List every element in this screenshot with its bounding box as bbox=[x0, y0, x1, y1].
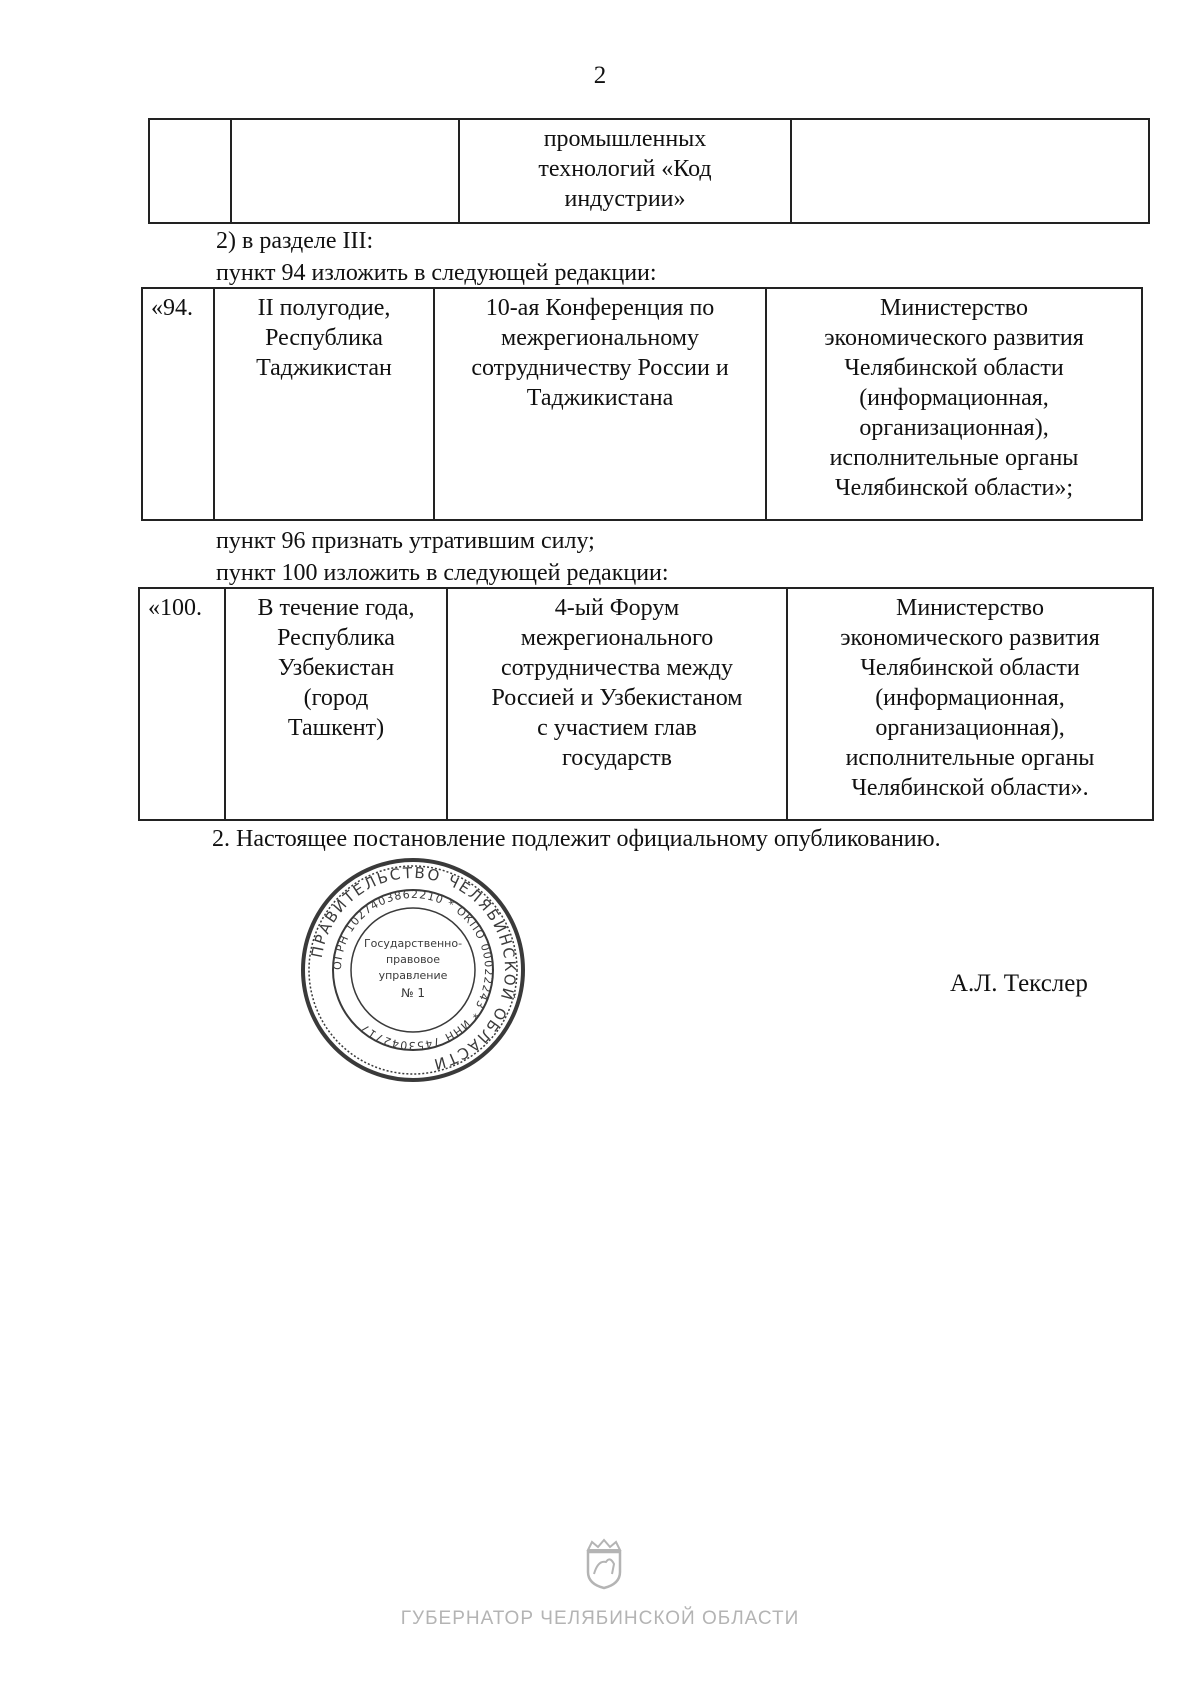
signature-name: А.Л. Текслер bbox=[950, 970, 1088, 997]
cell-line: Таджикистана bbox=[526, 385, 674, 411]
seal-inner-text: ОГРН 1027403862210 * ОКПО 00022243 * ИНН 7453042717 bbox=[330, 887, 496, 1053]
seal-center-line: Государственно- bbox=[363, 937, 463, 950]
seal-center-line: управление bbox=[378, 969, 448, 982]
cell-line: индустрии» bbox=[564, 186, 686, 212]
cell-line: межрегионального bbox=[520, 625, 714, 651]
cell-line: экономического развития bbox=[824, 325, 1084, 351]
p96: пункт 96 признать утратившим силу; bbox=[216, 528, 595, 554]
cell-line: государств bbox=[561, 745, 672, 771]
cell-line: Челябинской области bbox=[860, 655, 1080, 681]
p94-intro: пункт 94 изложить в следующей редакции: bbox=[216, 260, 657, 286]
cell-line: сотрудничества между bbox=[501, 655, 733, 681]
section-intro: 2) в разделе III: bbox=[216, 228, 374, 254]
responsible-cell bbox=[787, 588, 1153, 820]
cell-line: II полугодие, bbox=[257, 295, 391, 321]
official-seal-icon bbox=[298, 855, 528, 1085]
cell-line: промышленных bbox=[543, 126, 707, 152]
cont-event-cell bbox=[459, 119, 791, 223]
final-paragraph: 2. Настоящее постановление подлежит официальному опубликованию. bbox=[212, 826, 941, 852]
page-number: 2 bbox=[593, 62, 607, 89]
item-number: «100. bbox=[139, 588, 225, 820]
cell-line: сотрудничеству России и bbox=[471, 355, 729, 381]
cell-line: 4-ый Форум bbox=[554, 595, 680, 621]
cell-line: межрегиональному bbox=[501, 325, 699, 351]
table-item-94 bbox=[141, 287, 1143, 521]
cell-line: Челябинской области». bbox=[851, 775, 1089, 801]
table-continuation bbox=[148, 118, 1150, 224]
cell-line: экономического развития bbox=[840, 625, 1100, 651]
cont-num-cell bbox=[149, 119, 231, 223]
cell-line: (город bbox=[303, 685, 369, 711]
cell-line: Челябинской области»; bbox=[835, 475, 1073, 501]
cell-line: (информационная, bbox=[875, 685, 1065, 711]
seal-center-line: № 1 bbox=[401, 986, 425, 1000]
cont-when-cell bbox=[231, 119, 459, 223]
p100-intro: пункт 100 изложить в следующей редакции: bbox=[216, 560, 669, 586]
cell-line: организационная), bbox=[859, 415, 1049, 441]
table-row bbox=[142, 288, 1142, 520]
coat-of-arms-icon bbox=[584, 1538, 624, 1590]
cell-line: технологий «Код bbox=[538, 156, 712, 182]
cell-line: Узбекистан bbox=[277, 655, 395, 681]
cell-line: В течение года, bbox=[257, 595, 415, 621]
table-row bbox=[149, 119, 1149, 223]
when-where-cell bbox=[214, 288, 434, 520]
seal-outer-text: ПРАВИТЕЛЬСТВО ЧЕЛЯБИНСКОЙ ОБЛАСТИ bbox=[307, 863, 520, 1074]
cell-line: организационная), bbox=[875, 715, 1065, 741]
table-row bbox=[139, 588, 1153, 820]
cell-line: с участием глав bbox=[537, 715, 697, 741]
footer-text: ГУБЕРНАТОР ЧЕЛЯБИНСКОЙ ОБЛАСТИ bbox=[400, 1608, 800, 1629]
when-where-cell bbox=[225, 588, 447, 820]
table-item-100 bbox=[138, 587, 1154, 821]
item-number: «94. bbox=[142, 288, 214, 520]
responsible-cell bbox=[766, 288, 1142, 520]
cont-responsible-cell bbox=[791, 119, 1149, 223]
seal-center-line: правовое bbox=[385, 953, 441, 966]
cell-line: исполнительные органы bbox=[829, 445, 1079, 471]
cell-line: Республика bbox=[265, 325, 383, 351]
cell-line: Республика bbox=[277, 625, 395, 651]
cell-line: Челябинской области bbox=[844, 355, 1064, 381]
cell-line: Россией и Узбекистаном bbox=[491, 685, 743, 711]
cell-line: Ташкент) bbox=[287, 715, 385, 741]
cell-line: Министерство bbox=[896, 595, 1044, 621]
event-cell bbox=[447, 588, 787, 820]
cell-line: 10-ая Конференция по bbox=[485, 295, 715, 321]
cell-line: исполнительные органы bbox=[845, 745, 1095, 771]
event-cell bbox=[434, 288, 766, 520]
cell-line: Таджикистан bbox=[256, 355, 392, 381]
cell-line: (информационная, bbox=[859, 385, 1049, 411]
cell-line: Министерство bbox=[880, 295, 1028, 321]
